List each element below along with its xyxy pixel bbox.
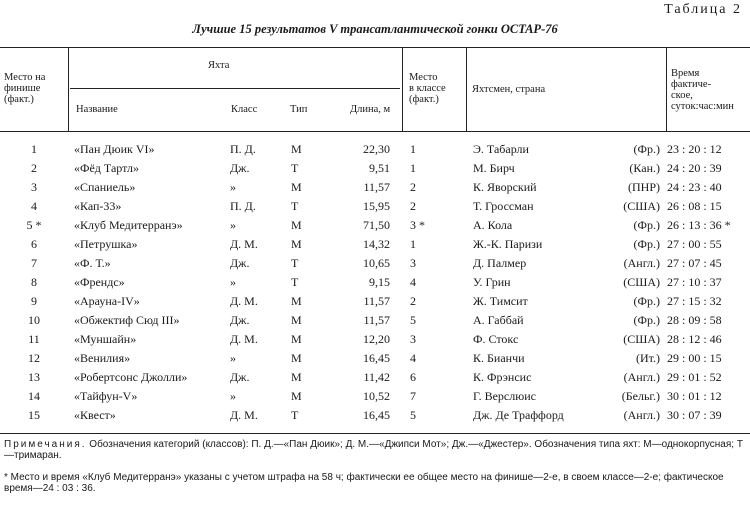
sailor-cell: А. Габбай <box>473 313 524 327</box>
place-cell: 5 * <box>26 218 42 232</box>
yacht-name-cell: «Тайфун-V» <box>74 389 138 403</box>
table-row <box>0 216 750 235</box>
class-place-cell: 6 <box>410 370 416 384</box>
table-number-label: Таблица 2 <box>664 2 742 17</box>
yacht-type-cell: Т <box>291 161 299 175</box>
header-length: Длина, м <box>350 104 391 115</box>
yacht-type-cell: Т <box>291 408 299 422</box>
yacht-length-cell: 12,20 <box>363 332 390 346</box>
yacht-group-rule <box>70 88 400 89</box>
table-row <box>0 387 750 406</box>
time-cell: 30 : 07 : 39 <box>667 408 722 422</box>
time-cell: 27 : 00 : 55 <box>667 237 722 251</box>
country-cell: (США) <box>623 332 660 346</box>
sailor-cell: Дж. Де Траффорд <box>473 408 564 422</box>
table-row <box>0 368 750 387</box>
class-place-cell: 4 <box>410 351 416 365</box>
yacht-class-cell: Д. М. <box>230 237 258 251</box>
class-place-cell: 2 <box>410 180 416 194</box>
time-cell: 27 : 15 : 32 <box>667 294 722 308</box>
yacht-class-cell: Дж. <box>230 370 250 384</box>
class-place-cell: 1 <box>410 142 416 156</box>
table-bottom-rule <box>0 433 750 434</box>
country-cell: (Кан.) <box>629 161 660 175</box>
yacht-length-cell: 71,50 <box>363 218 390 232</box>
table-row <box>0 330 750 349</box>
header-place: Место на финише (факт.) <box>4 72 46 105</box>
sailor-cell: К. Бианчи <box>473 351 525 365</box>
class-place-cell: 1 <box>410 161 416 175</box>
yacht-length-cell: 11,57 <box>363 180 390 194</box>
place-cell: 10 <box>28 313 40 327</box>
place-cell: 13 <box>28 370 40 384</box>
yacht-class-cell: П. Д. <box>230 199 256 213</box>
table-row <box>0 235 750 254</box>
yacht-type-cell: Т <box>291 256 299 270</box>
yacht-class-cell: Дж. <box>230 256 250 270</box>
yacht-type-cell: М <box>291 218 302 232</box>
place-cell: 12 <box>28 351 40 365</box>
time-cell: 28 : 09 : 58 <box>667 313 722 327</box>
time-cell: 29 : 01 : 52 <box>667 370 722 384</box>
class-place-cell: 1 <box>410 237 416 251</box>
yacht-class-cell: » <box>230 351 236 365</box>
table-row <box>0 349 750 368</box>
class-place-cell: 7 <box>410 389 416 403</box>
header-class-place: Место в классе (факт.) <box>409 72 446 105</box>
yacht-length-cell: 11,42 <box>363 370 390 384</box>
class-place-cell: 3 <box>410 332 416 346</box>
yacht-class-cell: Дж. <box>230 313 250 327</box>
yacht-name-cell: «Петрушка» <box>74 237 138 251</box>
yacht-type-cell: М <box>291 332 302 346</box>
sailor-cell: К. Фрэнсис <box>473 370 532 384</box>
yacht-name-cell: «Арауна-IV» <box>74 294 140 308</box>
yacht-class-cell: » <box>230 389 236 403</box>
yacht-class-cell: » <box>230 275 236 289</box>
yacht-type-cell: М <box>291 370 302 384</box>
header-yacht: Яхта <box>208 60 230 71</box>
class-place-cell: 5 <box>410 313 416 327</box>
sailor-cell: У. Грин <box>473 275 511 289</box>
column-separator <box>68 47 69 131</box>
place-cell: 4 <box>31 199 37 213</box>
header-bottom-rule <box>0 131 750 132</box>
header-type: Тип <box>290 104 308 115</box>
yacht-length-cell: 11,57 <box>363 294 390 308</box>
yacht-name-cell: «Кап-33» <box>74 199 122 213</box>
sailor-cell: Ж.-К. Паризи <box>473 237 543 251</box>
yacht-class-cell: Д. М. <box>230 408 258 422</box>
place-cell: 14 <box>28 389 40 403</box>
sailor-cell: Т. Гроссман <box>473 199 534 213</box>
place-cell: 11 <box>28 332 40 346</box>
table-row <box>0 159 750 178</box>
time-cell: 23 : 20 : 12 <box>667 142 722 156</box>
country-cell: (ПНР) <box>628 180 660 194</box>
note-label: Примечания. <box>4 439 87 450</box>
table-row <box>0 273 750 292</box>
yacht-length-cell: 10,52 <box>363 389 390 403</box>
sailor-cell: Д. Палмер <box>473 256 527 270</box>
column-separator <box>402 47 403 131</box>
class-place-cell: 3 <box>410 256 416 270</box>
time-cell: 24 : 20 : 39 <box>667 161 722 175</box>
class-place-cell: 2 <box>410 199 416 213</box>
yacht-name-cell: «Пан Дюик VI» <box>74 142 155 156</box>
time-cell: 28 : 12 : 46 <box>667 332 722 346</box>
yacht-length-cell: 9,51 <box>369 161 390 175</box>
yacht-class-cell: Д. М. <box>230 332 258 346</box>
table-row <box>0 311 750 330</box>
yacht-name-cell: «Ф. Т.» <box>74 256 111 270</box>
yacht-type-cell: М <box>291 389 302 403</box>
yacht-class-cell: Дж. <box>230 161 250 175</box>
yacht-length-cell: 9,15 <box>369 275 390 289</box>
yacht-name-cell: «Спаниель» <box>74 180 136 194</box>
yacht-class-cell: П. Д. <box>230 142 256 156</box>
country-cell: (США) <box>623 275 660 289</box>
yacht-length-cell: 11,57 <box>363 313 390 327</box>
yacht-type-cell: М <box>291 313 302 327</box>
class-place-cell: 5 <box>410 408 416 422</box>
yacht-name-cell: «Квест» <box>74 408 116 422</box>
yacht-name-cell: «Фёд Тартл» <box>74 161 140 175</box>
yacht-type-cell: М <box>291 142 302 156</box>
time-cell: 29 : 00 : 15 <box>667 351 722 365</box>
time-cell: 26 : 08 : 15 <box>667 199 722 213</box>
place-cell: 2 <box>31 161 37 175</box>
column-separator <box>666 47 667 131</box>
yacht-name-cell: «Муншайн» <box>74 332 137 346</box>
country-cell: (Фр.) <box>633 294 660 308</box>
sailor-cell: Ж. Тимсит <box>473 294 528 308</box>
yacht-name-cell: «Венилия» <box>74 351 131 365</box>
time-cell: 27 : 10 : 37 <box>667 275 722 289</box>
header-class: Класс <box>231 104 258 115</box>
table-row <box>0 292 750 311</box>
yacht-type-cell: Т <box>291 275 299 289</box>
yacht-length-cell: 10,65 <box>363 256 390 270</box>
note-categories-text: Обозначения категорий (классов): П. Д.—«Пан Дюик»; Д. М.—«Джипси Мот»; Дж.—«Джестер». Обозначения типа яхт: М—однокорпусная; Т—тримаран. <box>4 439 743 461</box>
country-cell: (Фр.) <box>633 237 660 251</box>
yacht-length-cell: 15,95 <box>363 199 390 213</box>
country-cell: (Англ.) <box>623 408 660 422</box>
yacht-class-cell: » <box>230 218 236 232</box>
header-name: Название <box>76 104 118 115</box>
yacht-length-cell: 16,45 <box>363 408 390 422</box>
time-cell: 26 : 13 : 36 * <box>667 218 731 232</box>
yacht-class-cell: » <box>230 180 236 194</box>
sailor-cell: Э. Табарли <box>473 142 529 156</box>
time-cell: 27 : 07 : 45 <box>667 256 722 270</box>
results-table-body <box>0 140 750 425</box>
country-cell: (Фр.) <box>633 142 660 156</box>
header-top-rule <box>0 47 750 48</box>
yacht-type-cell: М <box>291 294 302 308</box>
sailor-cell: А. Кола <box>473 218 513 232</box>
table-row <box>0 140 750 159</box>
place-cell: 3 <box>31 180 37 194</box>
yacht-type-cell: Т <box>291 199 299 213</box>
country-cell: (Англ.) <box>623 370 660 384</box>
place-cell: 6 <box>31 237 37 251</box>
time-cell: 24 : 23 : 40 <box>667 180 722 194</box>
place-cell: 9 <box>31 294 37 308</box>
yacht-name-cell: «Обжектиф Сюд III» <box>74 313 180 327</box>
time-cell: 30 : 01 : 12 <box>667 389 722 403</box>
table-row <box>0 197 750 216</box>
sailor-cell: Г. Верслюис <box>473 389 536 403</box>
place-cell: 7 <box>31 256 37 270</box>
country-cell: (Фр.) <box>633 218 660 232</box>
class-place-cell: 2 <box>410 294 416 308</box>
yacht-type-cell: М <box>291 237 302 251</box>
country-cell: (Фр.) <box>633 313 660 327</box>
column-separator <box>466 47 467 131</box>
table-row <box>0 254 750 273</box>
yacht-name-cell: «Френдс» <box>74 275 125 289</box>
table-title: Лучшие 15 результатов V трансатлантической гонки ОСТАР-76 <box>192 22 558 36</box>
yacht-name-cell: «Робертсонс Джолли» <box>74 370 188 384</box>
country-cell: (Бельг.) <box>621 389 660 403</box>
country-cell: (США) <box>623 199 660 213</box>
sailor-cell: М. Бирч <box>473 161 515 175</box>
table-note-categories <box>4 439 746 461</box>
table-note-footnote: * Место и время «Клуб Медитерранэ» указаны с учетом штрафа на 58 ч; фактически ее общее место на финише—2-е, в своем классе—2-е; фактическое время—24 : 03 : 36. <box>4 472 724 494</box>
yacht-length-cell: 16,45 <box>363 351 390 365</box>
class-place-cell: 4 <box>410 275 416 289</box>
table-row <box>0 406 750 425</box>
yacht-length-cell: 22,30 <box>363 142 390 156</box>
header-sailor: Яхтсмен, страна <box>472 84 546 95</box>
country-cell: (Англ.) <box>623 256 660 270</box>
country-cell: (Ит.) <box>636 351 660 365</box>
place-cell: 15 <box>28 408 40 422</box>
yacht-name-cell: «Клуб Медитерранэ» <box>74 218 183 232</box>
place-cell: 1 <box>31 142 37 156</box>
yacht-type-cell: М <box>291 180 302 194</box>
class-place-cell: 3 * <box>410 218 425 232</box>
yacht-class-cell: Д. М. <box>230 294 258 308</box>
table-row <box>0 178 750 197</box>
place-cell: 8 <box>31 275 37 289</box>
header-time: Время фактиче- ское, суток:час:мин <box>671 68 734 112</box>
yacht-type-cell: М <box>291 351 302 365</box>
sailor-cell: К. Яворский <box>473 180 537 194</box>
yacht-length-cell: 14,32 <box>363 237 390 251</box>
sailor-cell: Ф. Стокс <box>473 332 519 346</box>
